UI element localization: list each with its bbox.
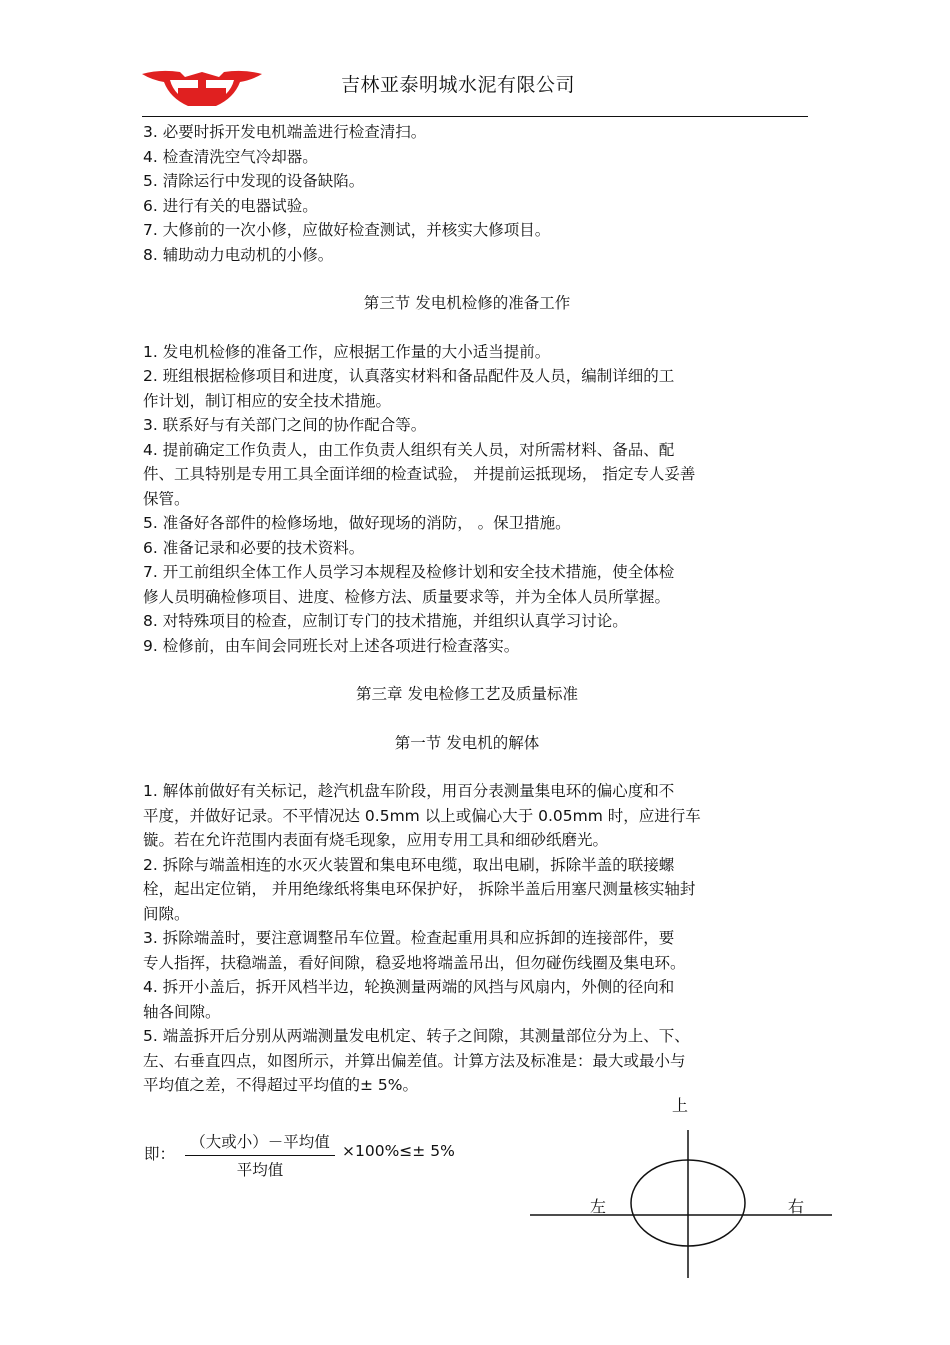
gap-measurement-diagram <box>530 1088 835 1283</box>
formula-tail: ×100%≤± 5% <box>342 1142 455 1160</box>
list-item-cont: 左、右垂直四点，如图所示，并算出偏差值。计算方法及标准是：最大或最小与 <box>143 1051 686 1070</box>
company-name: 吉林亚泰明城水泥有限公司 <box>341 74 576 96</box>
section-heading: 第三节 发电机检修的准备工作 <box>363 294 571 312</box>
list-item: 1. 解体前做好有关标记，趁汽机盘车阶段，用百分表测量集电环的偏心度和不 <box>143 782 675 800</box>
list-item-cont: 轴各间隙。 <box>143 1002 221 1021</box>
chapter-heading: 第三章 发电检修工艺及质量标准 <box>356 685 578 703</box>
list-item: 4. 检查清洗空气冷却器。 <box>143 147 318 166</box>
label-right: 右 <box>788 1197 805 1216</box>
header-rule <box>142 116 808 117</box>
diagram-drawing <box>530 1088 835 1283</box>
list-item-cont: 镟。若在允许范围内表面有烧毛现象，应用专用工具和细砂纸磨光。 <box>143 831 609 849</box>
list-item: 8. 对特殊项目的检查，应制订专门的技术措施，并组织认真学习讨论。 <box>143 612 628 630</box>
label-top: 上 <box>672 1096 689 1115</box>
list-item: 8. 辅助动力电动机的小修。 <box>143 245 334 264</box>
company-logo <box>140 68 264 108</box>
formula-numerator: （大或小）－平均值 <box>185 1130 335 1156</box>
list-item-cont: 专人指挥，扶稳端盖，看好间隙，稳妥地将端盖吊出，但勿碰伤线圈及集电环。 <box>143 953 686 972</box>
formula-denominator: 平均值 <box>236 1161 284 1179</box>
list-item: 6. 进行有关的电器试验。 <box>143 196 318 215</box>
formula-label: 即： <box>144 1145 176 1163</box>
list-item: 7. 开工前组织全体工作人员学习本规程及检修计划和安全技术措施，使全体检 <box>143 563 675 581</box>
list-item: 3. 联系好与有关部门之间的协作配合等。 <box>143 416 427 434</box>
list-item: 1. 发电机检修的准备工作，应根据工作量的大小适当提前。 <box>143 342 551 361</box>
list-item: 5. 准备好各部件的检修场地，做好现场的消防， 。保卫措施。 <box>143 514 571 532</box>
list-item: 3. 必要时拆开发电机端盖进行检查清扫。 <box>143 123 427 141</box>
list-item: 9. 检修前，由车间会同班长对上述各项进行检查落实。 <box>143 636 520 655</box>
deviation-formula <box>144 1130 484 1180</box>
label-left: 左 <box>590 1197 607 1216</box>
list-item: 5. 清除运行中发现的设备缺陷。 <box>143 172 365 190</box>
list-item-cont: 栓，起出定位销， 并用绝缘纸将集电环保护好， 拆除半盖后用塞尺测量核实轴封 <box>143 880 696 898</box>
formula-fraction <box>185 1130 335 1180</box>
section-heading: 第一节 发电机的解体 <box>394 733 540 752</box>
list-item-cont: 间隙。 <box>143 904 190 923</box>
list-item-cont: 作计划，制订相应的安全技术措施。 <box>143 391 392 410</box>
list-item: 7. 大修前的一次小修，应做好检查测试，并核实大修项目。 <box>143 221 551 239</box>
list-item: 6. 准备记录和必要的技术资料。 <box>143 538 365 557</box>
document-body <box>143 120 807 1098</box>
list-item-cont: 件、工具特别是专用工具全面详细的检查试验， 并提前运抵现场， 指定专人妥善 <box>143 465 696 483</box>
list-item: 5. 端盖拆开后分别从两端测量发电机定、转子之间隙，其测量部位分为上、下、 <box>143 1027 690 1045</box>
list-item: 4. 提前确定工作负责人，由工作负责人组织有关人员，对所需材料、备品、配 <box>143 440 675 459</box>
list-item-cont: 平度，并做好记录。不平情况达 0.5mm 以上或偏心大于 0.05mm 时，应进行车 <box>143 806 701 825</box>
list-item: 2. 班组根据检修项目和进度，认真落实材料和备品配件及人员，编制详细的工 <box>143 367 675 385</box>
list-item: 4. 拆开小盖后，拆开风档半边，轮换测量两端的风挡与风扇内，外侧的径向和 <box>143 978 675 996</box>
list-item: 2. 拆除与端盖相连的水灭火装置和集电环电缆，取出电刷，拆除半盖的联接螺 <box>143 855 675 874</box>
list-item-cont: 修人员明确检修项目、进度、检修方法、质量要求等，并为全体人员所掌握。 <box>143 587 671 606</box>
list-item-cont: 平均值之差，不得超过平均值的± 5%。 <box>143 1076 419 1094</box>
list-item-cont: 保管。 <box>143 489 190 508</box>
list-item: 3. 拆除端盖时，要注意调整吊车位置。检查起重用具和应拆卸的连接部件，要 <box>143 929 675 947</box>
